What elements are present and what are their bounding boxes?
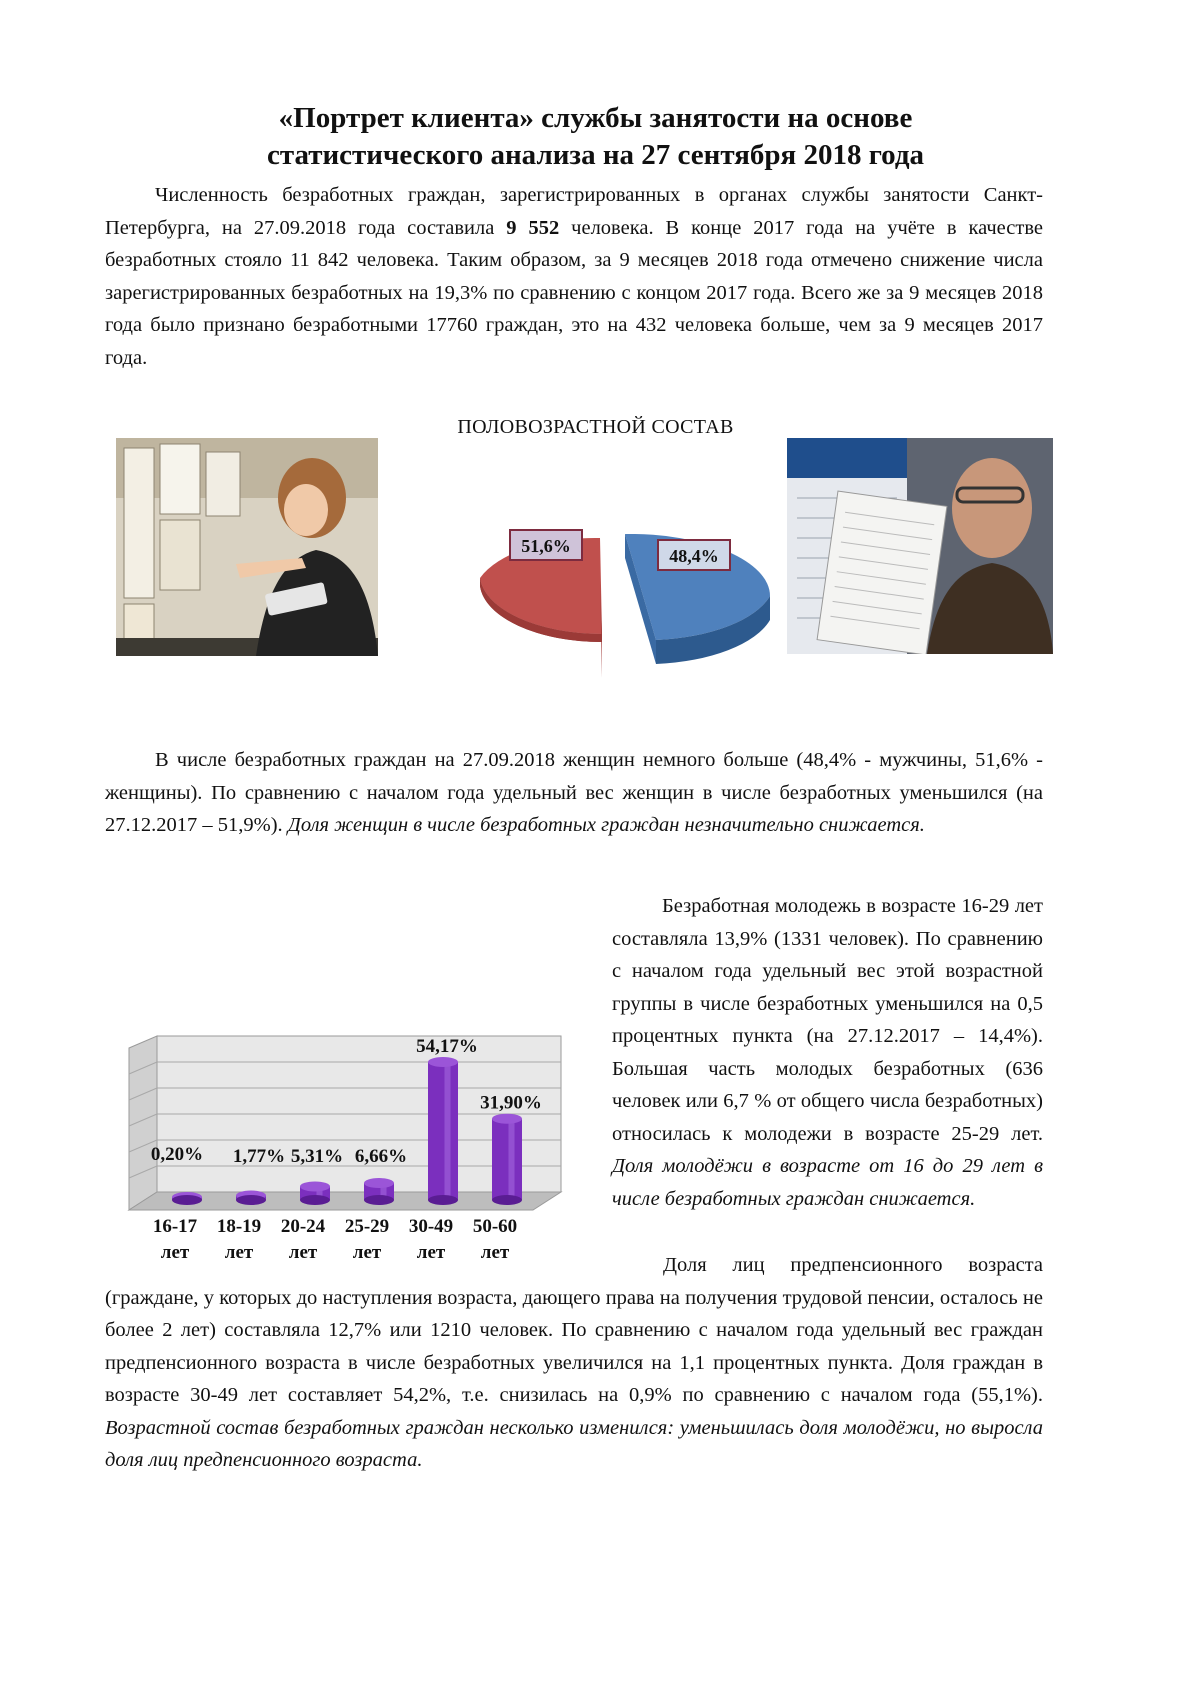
bar-label-0: 0,20% bbox=[150, 1144, 204, 1165]
bar-top-4 bbox=[428, 1057, 458, 1067]
gender-paragraph: В числе безработных граждан на 27.09.2018 женщин немного больше (48,4% - мужчины, 51,6% - женщины). По сравнению с началом года удельный вес женщин в числе безработных уменьшился (на 27.12.2017 – 51,9%). Доля женщин в числе безработных граждан незначительно снижается. bbox=[105, 749, 1043, 836]
bar-base-3 bbox=[364, 1195, 394, 1205]
bar-top-3 bbox=[364, 1178, 394, 1188]
age-bar-chart bbox=[125, 1010, 575, 1275]
chart-side-wall bbox=[129, 1036, 157, 1210]
bar-top-5 bbox=[492, 1114, 522, 1124]
bar-highlight-4 bbox=[445, 1062, 451, 1200]
title-line-1: «Портрет клиента» службы занятости на основе bbox=[278, 102, 913, 134]
youth-paragraph: Безработная молодежь в возрасте 16-29 лет составляла 13,9% (1331 человек). По сравнению с началом года удельный вес этой возрастной группы в числе безработных уменьшился на 0,5 процентных пункта (на 27.12.2017 – 14,4%). Большая часть молодых безработных (636 человек или 6,7 % от общего числа безработных) относилась к молодежи в возрасте 25-29 лет. Доля молодёжи в возрасте от 16 до 29 лет в числе безработных граждан снижается. bbox=[612, 895, 1043, 1210]
category-sublabel-1: лет bbox=[224, 1242, 254, 1263]
bar-label-1: 1,77% bbox=[232, 1146, 286, 1167]
category-sublabel-2: лет bbox=[288, 1242, 318, 1263]
category-label-2: 20-24 bbox=[280, 1216, 326, 1237]
unemployed-count: 9 552 bbox=[506, 216, 560, 239]
title-line-2: статистического анализа на 27 сентября 2018 года bbox=[267, 139, 924, 171]
category-label-5: 50-60 bbox=[472, 1216, 518, 1237]
photo-woman-at-job-board bbox=[116, 438, 378, 656]
category-sublabel-4: лет bbox=[416, 1242, 446, 1263]
category-sublabel-5: лет bbox=[480, 1242, 510, 1263]
bar-label-5: 31,90% bbox=[480, 1092, 542, 1114]
category-label-3: 25-29 bbox=[344, 1216, 390, 1237]
page-title bbox=[0, 100, 1191, 174]
category-label-4: 30-49 bbox=[408, 1216, 454, 1237]
bar-base-4 bbox=[428, 1195, 458, 1205]
gender-pie-chart bbox=[470, 520, 790, 685]
section-heading: ПОЛОВОЗРАСТНОЙ СОСТАВ bbox=[457, 416, 734, 438]
category-sublabel-3: лет bbox=[352, 1242, 382, 1263]
bar-top-2 bbox=[300, 1181, 330, 1191]
prepension-paragraph: Доля лиц предпенсионного возраста (граждане, у которых до наступления возраста, дающего права на получения трудовой пенсии, осталось не более 2 лет) составляла 12,7% или 1210 человек. По сравнению с началом года удельный вес граждан предпенсионного возраста в числе безработных увеличился на 1,1 процентных пункта. Доля граждан в возрасте 30-49 лет составляет 54,2%, т.е. снизилась на 0,9% по сравнению с началом года (55,1%). Возрастной состав безработных граждан несколько изменился: уменьшилась доля молодёжи, но выросла доля лиц предпенсионного возраста. bbox=[105, 1254, 1043, 1471]
category-sublabel-0: лет bbox=[160, 1242, 190, 1263]
bar-5 bbox=[492, 1119, 522, 1200]
bar-4 bbox=[428, 1062, 458, 1200]
pie-label-women: 51,6% bbox=[521, 536, 571, 556]
pie-svg bbox=[470, 520, 790, 680]
bar-label-2: 5,31% bbox=[290, 1146, 344, 1167]
bar-label-4: 54,17% bbox=[416, 1035, 478, 1057]
photo-icon bbox=[787, 438, 1053, 654]
bar-highlight-5 bbox=[509, 1119, 515, 1200]
bar-label-3: 6,66% bbox=[354, 1146, 408, 1167]
category-label-1: 18-19 bbox=[216, 1216, 262, 1237]
photo-icon bbox=[116, 438, 378, 656]
intro-paragraph: Численность безработных граждан, зарегистрированных в органах службы занятости Санкт-Петербурга, на 27.09.2018 года составила 9 552 человека. В конце 2017 года на учёте в качестве безработных стояло 11 842 человека. Таким образом, за 9 месяцев 2018 года отмечено снижение числа зарегистрированных безработных на 19,3% по сравнению с концом 2017 года. Всего же за 9 месяцев 2018 года было признано безработными 17760 граждан, это на 432 человека больше, чем за 9 месяцев 2017 года. bbox=[105, 184, 1044, 369]
bar-svg bbox=[125, 1010, 575, 1270]
bar-base-0 bbox=[172, 1195, 202, 1205]
bar-base-2 bbox=[300, 1195, 330, 1205]
category-label-0: 16-17 bbox=[152, 1216, 198, 1237]
pie-label-men: 48,4% bbox=[669, 546, 719, 566]
photo-man-reading-listings bbox=[787, 438, 1053, 654]
bar-base-1 bbox=[236, 1195, 266, 1205]
bar-base-5 bbox=[492, 1195, 522, 1205]
